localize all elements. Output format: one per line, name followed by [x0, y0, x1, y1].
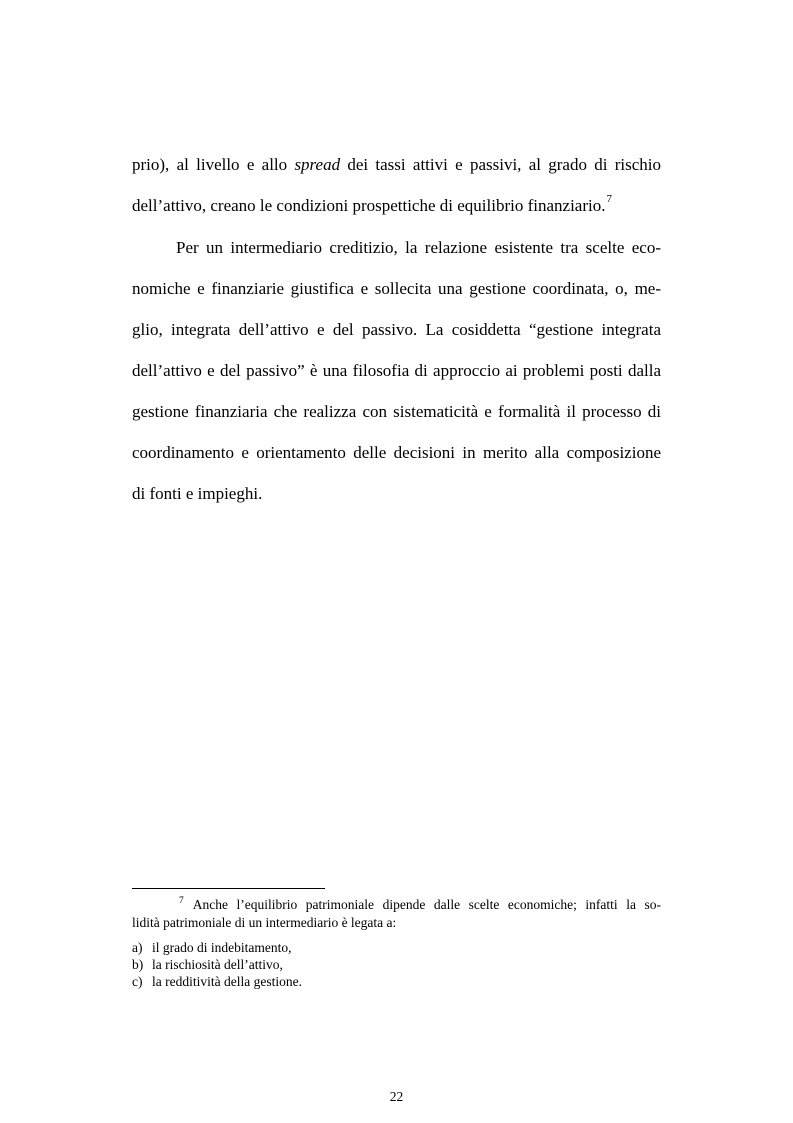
text-run: Anche l’equilibrio patrimoniale dipende dalle scelte economiche; infatti la so-	[192, 897, 661, 912]
paragraph-2-line-5: gestione finanziaria che realizza con sistematicità e formalità il processo di	[132, 402, 661, 421]
paragraph-2-line-7: di fonti e impieghi.	[132, 484, 263, 503]
list-item-text: il grado di indebitamento,	[152, 940, 292, 955]
list-marker: b)	[132, 957, 144, 972]
list-marker: a)	[132, 940, 143, 955]
paragraph-2-line-2: nomiche e finanziarie giustifica e sollecita una gestione coordinata, o, me-	[132, 279, 661, 298]
paragraph-2-line-4: dell’attivo e del passivo” è una filosofia di approccio ai problemi posti dalla	[132, 361, 661, 380]
paragraph-2-line-3: glio, integrata dell’attivo e del passivo. La cosiddetta “gestione integrata	[132, 320, 661, 339]
paragraph-2-line-6: coordinamento e orientamento delle decisioni in merito alla composizione	[132, 443, 661, 462]
footnote-separator	[132, 888, 325, 889]
text-run: prio), al livello e allo	[132, 155, 295, 174]
footnote-list-item	[132, 939, 291, 956]
footnote-list-item	[132, 973, 302, 990]
paragraph-1-line-2	[132, 185, 661, 226]
list-marker: c)	[132, 974, 143, 989]
list-item-text: la redditività della gestione.	[152, 974, 302, 989]
list-item-text: la rischiosità dell’attivo,	[152, 957, 283, 972]
footnote-line-2: lidità patrimoniale di un intermediario è legata a:	[132, 915, 397, 930]
text-run: dell’attivo, creano le condizioni prospettiche di equilibrio finanziario.	[132, 196, 606, 215]
footnote-line-1	[132, 896, 661, 916]
text-run: dei tassi attivi e passivi, al grado di rischio	[340, 155, 661, 174]
footnote-list-item	[132, 956, 283, 973]
italic-term: spread	[294, 155, 341, 174]
text-run: Per un intermediario creditizio, la relazione esistente tra scelte eco-	[176, 238, 661, 257]
footnote-reference[interactable]: 7	[606, 193, 612, 205]
paragraph-2-line-1	[132, 227, 661, 268]
footnote-number: 7	[179, 896, 184, 906]
page-number: 22	[389, 1089, 404, 1104]
paragraph-1-line-1	[132, 144, 661, 185]
